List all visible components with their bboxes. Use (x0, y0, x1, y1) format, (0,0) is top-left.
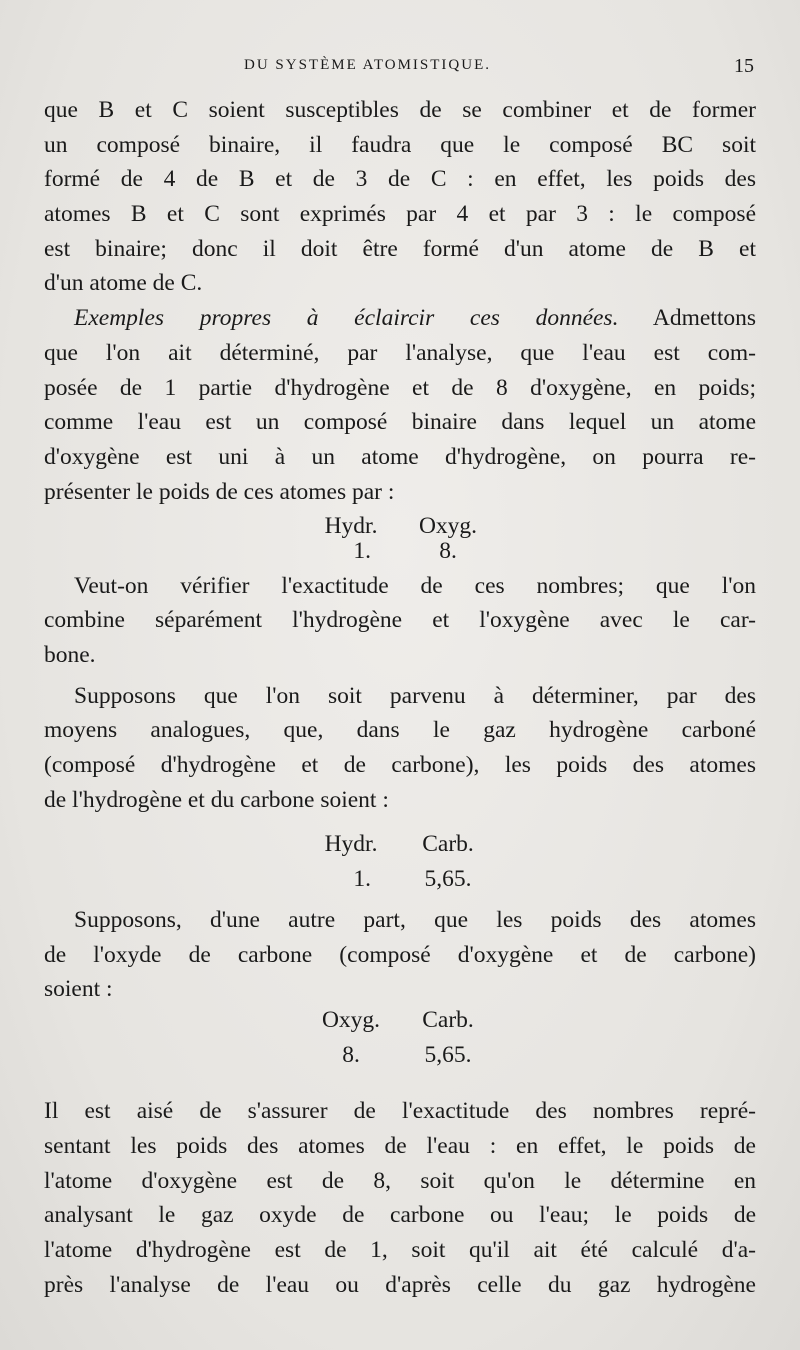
table-header: Oxyg. (418, 513, 478, 540)
text-line: que B et C soient susceptibles de se combiner et de former (44, 97, 756, 123)
text-line: combine séparément l'hydrogène et l'oxygène avec le car- (44, 607, 756, 634)
text-line: soient : (44, 976, 113, 1003)
text-line: sentant les poids des atomes de l'eau : en effet, le poids de (44, 1132, 756, 1159)
paragraph-6 (44, 1094, 756, 1302)
text-line: comme l'eau est un composé binaire dans lequel un atome (44, 409, 756, 436)
text-line: analysant le gaz oxyde de carbone ou l'eau; le poids de (44, 1202, 756, 1229)
text-line: formé de 4 de B et de 3 de C : en effet, les poids des (44, 166, 756, 193)
table-header: Carb. (422, 1006, 474, 1033)
text-line: atomes B et C sont exprimés par 4 et par 3 : le composé (44, 201, 756, 228)
table-value: 5,65. (424, 1041, 472, 1068)
text-line: Supposons, d'une autre part, que les poids des atomes (74, 906, 756, 933)
text-line: de l'hydrogène et du carbone soient : (44, 786, 389, 813)
atomic-weights-table-hydrocarbon (44, 827, 756, 896)
atomic-weights-table-carbon-oxide (44, 1003, 756, 1072)
paragraph-5 (44, 903, 756, 1007)
page-header (44, 55, 756, 85)
text-line: moyens analogues, que, dans le gaz hydrogène carboné (44, 717, 756, 744)
text-line: un composé binaire, il faudra que le composé BC soit (44, 131, 756, 158)
text-line: l'atome d'hydrogène est de 1, soit qu'il ait été calculé d'a- (44, 1237, 756, 1263)
table-header: Hydr. (324, 513, 378, 540)
paragraph-1 (44, 93, 756, 301)
text-line: est binaire; donc il doit être formé d'un atome de B et (44, 235, 756, 262)
table-header: Hydr. (324, 831, 378, 858)
running-title: DU SYSTÈME ATOMISTIQUE. (244, 57, 491, 73)
page-number: 15 (734, 55, 754, 77)
text-line: de l'oxyde de carbone (composé d'oxygène et de carbone) (44, 941, 756, 968)
text-line: d'un atome de C. (44, 270, 203, 297)
paragraph-4 (44, 679, 756, 818)
paragraph-3 (44, 569, 756, 673)
text-line: Il est aisé de s'assurer de l'exactitude des nombres repré- (44, 1098, 756, 1125)
table-header: Carb. (422, 831, 474, 858)
table-value: 8. (439, 537, 457, 564)
text-line: (composé d'hydrogène et de carbone), les poids des atomes (44, 752, 756, 779)
text-line: posée de 1 partie d'hydrogène et de 8 d'oxygène, en poids; (44, 374, 756, 401)
table-header: Oxyg. (321, 1006, 381, 1033)
text-fragment: Admettons (652, 305, 756, 332)
text-line: Veut-on vérifier l'exactitude de ces nombres; que l'on (74, 572, 756, 599)
text-line: présenter le poids de ces atomes par : (44, 478, 395, 505)
atomic-weights-table-water (44, 509, 756, 568)
text-line: bone. (44, 642, 96, 668)
text-line: près l'analyse de l'eau ou d'après celle du gaz hydrogène (44, 1271, 756, 1298)
table-value: 8. (342, 1041, 360, 1068)
section-heading: Exemples propres à éclaircir ces données. (74, 305, 619, 332)
text-line (44, 301, 756, 336)
text-line: Supposons que l'on soit parvenu à déterminer, par des (74, 682, 756, 709)
table-value: 1. (353, 866, 371, 893)
text-line: l'atome d'oxygène est de 8, soit qu'on le détermine en (44, 1167, 756, 1194)
text-line: que l'on ait déterminé, par l'analyse, que l'eau est com- (44, 339, 756, 366)
table-value: 1. (353, 537, 371, 564)
body-text (44, 93, 756, 1302)
paragraph-2 (44, 301, 756, 509)
table-value: 5,65. (424, 866, 472, 893)
text-line: d'oxygène est uni à un atome d'hydrogène, on pourra re- (44, 443, 756, 470)
